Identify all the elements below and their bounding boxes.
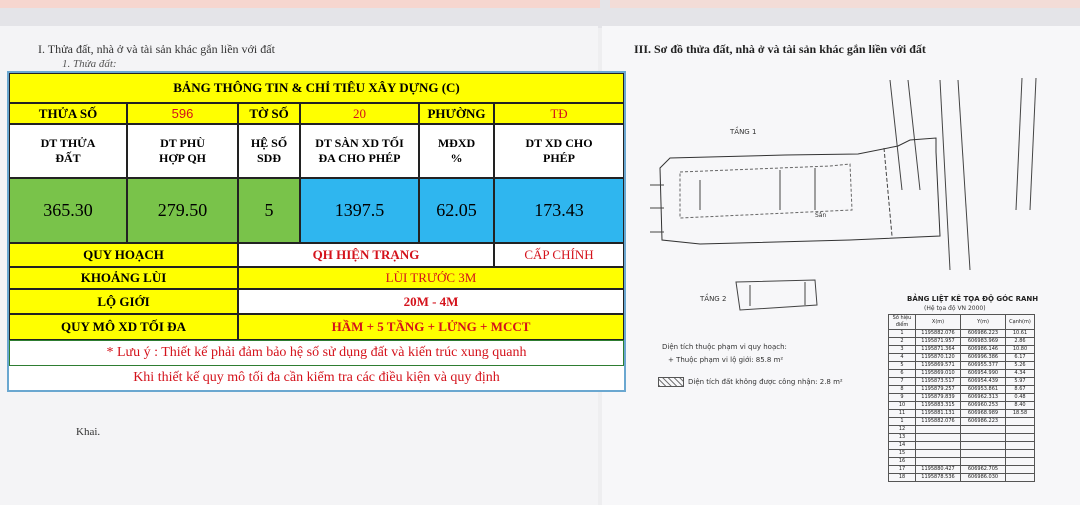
coord-cell: 606986.223: [961, 330, 1006, 338]
site-plan-drawing: [640, 60, 1080, 350]
coord-header: Cạnh(m): [1006, 315, 1035, 330]
house-outline: [680, 164, 852, 218]
coord-cell: 1195871.957: [916, 338, 961, 346]
coord-cell: 17: [889, 466, 916, 474]
quy-hoach-extra: CẤP CHÍNH: [494, 243, 624, 267]
coord-cell: 5: [889, 362, 916, 370]
coord-cell: 1195878.536: [916, 474, 961, 482]
info-title: BẢNG THÔNG TIN & CHỈ TIÊU XÂY DỰNG (C): [9, 73, 624, 103]
coord-row: [889, 330, 1035, 338]
left-page-subtitle: 1. Thửa đất:: [62, 58, 117, 70]
coord-row: [889, 354, 1035, 362]
coord-row: [889, 450, 1035, 458]
value-dt-xd: 173.43: [494, 178, 624, 243]
coord-cell: 8.40: [1006, 402, 1035, 410]
coord-cell: [1006, 466, 1035, 474]
floor1-label: TẦNG 1: [730, 128, 757, 136]
coord-cell: 7: [889, 378, 916, 386]
coord-row: [889, 458, 1035, 466]
header-mdxd: MĐXD %: [419, 124, 494, 178]
coord-cell: 1195879.257: [916, 386, 961, 394]
coord-row: [889, 346, 1035, 354]
right-page-title: III. Sơ đồ thửa đất, nhà ở và tài sản khác gắn liền với đất: [634, 42, 926, 56]
coord-cell: 606962.313: [961, 394, 1006, 402]
coord-header: X(m): [916, 315, 961, 330]
coord-table-subtitle: (Hệ tọa độ VN 2000): [924, 305, 986, 312]
coord-row: [889, 410, 1035, 418]
coord-cell: 6.17: [1006, 354, 1035, 362]
coord-cell: 606968.989: [961, 410, 1006, 418]
coord-cell: 15: [889, 450, 916, 458]
coord-cell: 14: [889, 442, 916, 450]
coord-cell: [1006, 418, 1035, 426]
coord-cell: 5.26: [1006, 362, 1035, 370]
road-line: [1016, 78, 1022, 210]
coord-cell: 1: [889, 330, 916, 338]
phuong-label: PHƯỜNG: [419, 103, 494, 124]
coord-cell: 3: [889, 346, 916, 354]
setback-line: [884, 148, 892, 236]
coord-cell: 0.48: [1006, 394, 1035, 402]
coord-cell: 606986.223: [961, 418, 1006, 426]
coord-cell: 4: [889, 354, 916, 362]
coord-cell: [1006, 474, 1035, 482]
coord-cell: [916, 426, 961, 434]
top-strip: [0, 0, 1080, 28]
coord-cell: 606954.439: [961, 378, 1006, 386]
lo-gioi-value: 20M - 4M: [238, 289, 624, 314]
coord-cell: 13: [889, 434, 916, 442]
note-unrecognized-area: Diện tích đất không được công nhận: 2.8 m²: [688, 378, 843, 386]
coord-header: Số hiệu điểm: [889, 315, 916, 330]
coord-cell: 16: [889, 458, 916, 466]
coord-cell: [916, 458, 961, 466]
coord-cell: 1195880.427: [916, 466, 961, 474]
quy-mo-value: HẦM + 5 TẦNG + LỬNG + MCCT: [238, 314, 624, 340]
coord-cell: [961, 442, 1006, 450]
coord-cell: 2: [889, 338, 916, 346]
coord-cell: [1006, 434, 1035, 442]
coord-cell: 5.97: [1006, 378, 1035, 386]
yard-label: Sân: [815, 212, 827, 219]
coord-cell: [916, 450, 961, 458]
value-mdxd: 62.05: [419, 178, 494, 243]
coord-cell: 6: [889, 370, 916, 378]
header-dt-phu-hop-qh: DT PHÙ HỢP QH: [127, 124, 238, 178]
coord-cell: [961, 458, 1006, 466]
quy-hoach-label: QUY HOẠCH: [9, 243, 238, 267]
coord-cell: 606996.386: [961, 354, 1006, 362]
khoang-lui-value: LÙI TRƯỚC 3M: [238, 267, 624, 289]
coord-cell: 2.86: [1006, 338, 1035, 346]
coord-cell: 1195871.364: [916, 346, 961, 354]
coord-cell: 12: [889, 426, 916, 434]
header-dt-san-xd: DT SÀN XD TỐI ĐA CHO PHÉP: [300, 124, 419, 178]
note-planning-area: Diện tích thuộc phạm vi quy hoạch:: [662, 343, 787, 351]
coord-row: [889, 426, 1035, 434]
header-dt-xd: DT XD CHO PHÉP: [494, 124, 624, 178]
coord-cell: 606986.030: [961, 474, 1006, 482]
coord-cell: 1195879.839: [916, 394, 961, 402]
coord-cell: 10.80: [1006, 346, 1035, 354]
coord-cell: 8.67: [1006, 386, 1035, 394]
road-line: [1030, 78, 1036, 210]
coord-cell: 4.34: [1006, 370, 1035, 378]
coord-cell: [916, 442, 961, 450]
left-page-title: I. Thửa đất, nhà ở và tài sản khác gắn liền với đất: [38, 42, 275, 56]
top-tab-left: [0, 0, 600, 8]
coord-cell: 8: [889, 386, 916, 394]
floor2-label: TẦNG 2: [700, 295, 727, 303]
thua-so-label: THỬA SỐ: [9, 103, 127, 124]
to-so-value: 20: [300, 103, 419, 124]
coord-table: [888, 314, 1035, 482]
coord-cell: 606954.990: [961, 370, 1006, 378]
note-line-1: * Lưu ý : Thiết kế phải đảm bảo hệ số sử dụng đất và kiến trúc xung quanh: [9, 340, 624, 366]
coord-cell: 1195869.010: [916, 370, 961, 378]
value-dt-san-xd: 1397.5: [300, 178, 419, 243]
coord-cell: [1006, 450, 1035, 458]
coord-cell: 606960.253: [961, 402, 1006, 410]
coord-cell: 606962.705: [961, 466, 1006, 474]
coord-row: [889, 394, 1035, 402]
coord-row: [889, 370, 1035, 378]
coord-cell: [961, 434, 1006, 442]
coord-row: [889, 378, 1035, 386]
coord-cell: 606955.377: [961, 362, 1006, 370]
coord-row: [889, 434, 1035, 442]
phuong-value: TĐ: [494, 103, 624, 124]
coord-cell: [1006, 426, 1035, 434]
coord-cell: 18.58: [1006, 410, 1035, 418]
coord-cell: 1195882.076: [916, 330, 961, 338]
coord-table-title: BẢNG LIỆT KÊ TỌA ĐỘ GÓC RANH: [907, 295, 1039, 303]
coord-cell: 1195881.131: [916, 410, 961, 418]
coord-row: [889, 442, 1035, 450]
coord-row: [889, 466, 1035, 474]
info-table: [7, 71, 626, 392]
coord-row: [889, 402, 1035, 410]
value-he-so-sdd: 5: [238, 178, 300, 243]
khoang-lui-label: KHOẢNG LÙI: [9, 267, 238, 289]
coord-row: [889, 362, 1035, 370]
coord-cell: 1195883.315: [916, 402, 961, 410]
note-road-boundary: + Thuộc phạm vi lộ giới: 85.8 m²: [668, 356, 784, 364]
coord-cell: 1195873.517: [916, 378, 961, 386]
lo-gioi-label: LỘ GIỚI: [9, 289, 238, 314]
coord-cell: [1006, 442, 1035, 450]
coord-cell: 11: [889, 410, 916, 418]
hatch-legend-swatch: [658, 377, 684, 387]
coord-cell: [1006, 458, 1035, 466]
coord-cell: 10.61: [1006, 330, 1035, 338]
coord-cell: 18: [889, 474, 916, 482]
coord-cell: 606986.146: [961, 346, 1006, 354]
coord-cell: 1195869.571: [916, 362, 961, 370]
top-tab-right: [610, 0, 1080, 8]
coord-cell: 9: [889, 394, 916, 402]
note-line-2: Khi thiết kế quy mô tối đa cần kiểm tra các điều kiện và quy định: [9, 366, 624, 390]
coord-row: [889, 418, 1035, 426]
coord-header: Y(m): [961, 315, 1006, 330]
coord-cell: [961, 450, 1006, 458]
value-dt-thua-dat: 365.30: [9, 178, 127, 243]
coord-cell: 606953.861: [961, 386, 1006, 394]
road-line: [908, 80, 920, 190]
value-dt-phu-hop-qh: 279.50: [127, 178, 238, 243]
coord-cell: 10: [889, 402, 916, 410]
road-line: [890, 80, 902, 190]
to-so-label: TỜ SỐ: [238, 103, 300, 124]
road-line: [958, 80, 970, 270]
quy-hoach-value: QH HIỆN TRẠNG: [238, 243, 494, 267]
coord-cell: [916, 434, 961, 442]
coord-cell: 1195870.120: [916, 354, 961, 362]
header-dt-thua-dat: DT THỬA ĐẤT: [9, 124, 127, 178]
thua-so-value: 596: [127, 103, 238, 124]
coord-row: [889, 474, 1035, 482]
header-he-so-sdd: HỆ SỐ SDĐ: [238, 124, 300, 178]
quy-mo-label: QUY MÔ XD TỐI ĐA: [9, 314, 238, 340]
coord-row: [889, 386, 1035, 394]
coord-header-row: [889, 315, 1035, 330]
road-line: [940, 80, 950, 270]
left-page-footer: Khai.: [76, 426, 101, 438]
coord-cell: 1: [889, 418, 916, 426]
coord-cell: [961, 426, 1006, 434]
coord-row: [889, 338, 1035, 346]
coord-cell: 606983.969: [961, 338, 1006, 346]
coord-cell: 1195882.076: [916, 418, 961, 426]
